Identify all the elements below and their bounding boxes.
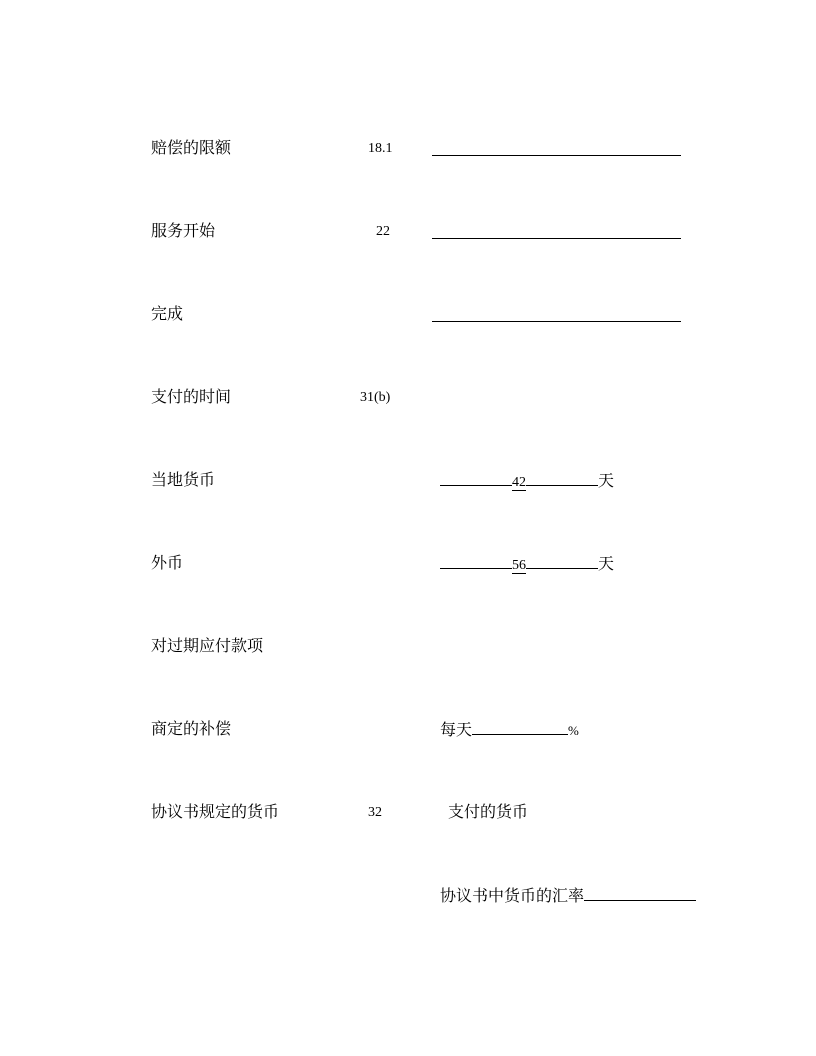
local-currency-days: 42 — [512, 475, 526, 490]
service-start-clause: 22 — [376, 224, 390, 239]
limit-compensation-label: 赔偿的限额 — [151, 138, 232, 157]
local-currency-blank-right[interactable] — [526, 470, 598, 486]
payment-currency-text: 支付的货币 — [448, 802, 529, 821]
foreign-currency-blank-left[interactable] — [440, 553, 512, 569]
payment-time-label: 支付的时间 — [151, 387, 232, 406]
agreed-compensation-blank[interactable] — [472, 719, 568, 735]
local-currency-blank-left[interactable] — [440, 470, 512, 486]
local-currency-label: 当地货币 — [151, 470, 216, 489]
foreign-currency-days-field[interactable] — [440, 553, 614, 574]
agreed-compensation-label: 商定的补偿 — [151, 719, 232, 738]
service-start-blank[interactable] — [432, 238, 681, 239]
local-currency-days-field[interactable] — [440, 470, 614, 491]
local-currency-unit: 天 — [598, 471, 615, 490]
agreed-compensation-field[interactable] — [440, 719, 579, 741]
exchange-rate-label: 协议书中货币的汇率 — [440, 886, 585, 905]
agreement-currency-label: 协议书规定的货币 — [151, 802, 280, 821]
exchange-rate-blank[interactable] — [584, 885, 696, 901]
foreign-currency-label: 外币 — [151, 553, 184, 572]
foreign-currency-blank-right[interactable] — [526, 553, 598, 569]
limit-compensation-clause: 18.1 — [368, 141, 393, 156]
agreement-currency-clause: 32 — [368, 805, 382, 820]
agreed-compensation-suffix: % — [568, 723, 579, 738]
completion-label: 完成 — [151, 304, 184, 323]
payment-time-clause: 31(b) — [360, 390, 391, 405]
agreed-compensation-prefix: 每天 — [440, 720, 473, 739]
foreign-currency-unit: 天 — [598, 554, 615, 573]
completion-blank[interactable] — [432, 321, 681, 322]
limit-compensation-blank[interactable] — [432, 155, 681, 156]
service-start-label: 服务开始 — [151, 221, 216, 240]
overdue-payment-label: 对过期应付款项 — [151, 636, 264, 655]
exchange-rate-field[interactable] — [440, 885, 696, 906]
foreign-currency-days: 56 — [512, 558, 526, 573]
